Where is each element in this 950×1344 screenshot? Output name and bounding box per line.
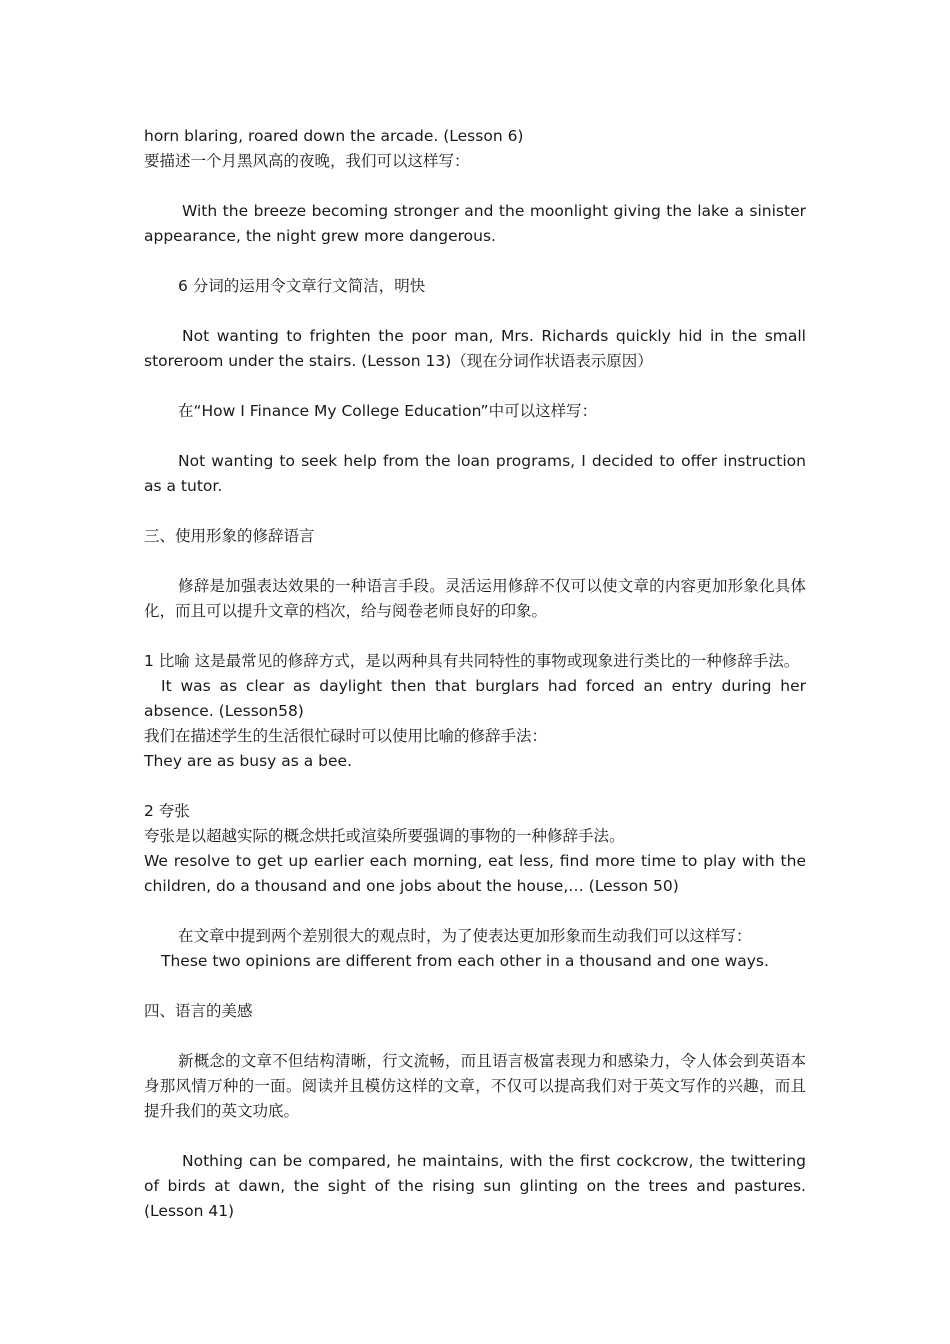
section-subheading: 2 夸张 bbox=[144, 802, 190, 820]
paragraph: They are as busy as a bee. bbox=[144, 752, 353, 770]
paragraph: 在文章中提到两个差别很大的观点时，为了使表达更加形象而生动我们可以这样写： bbox=[178, 927, 752, 945]
paragraph: Not wanting to frighten the poor man, Mrs. Richards quickly hid in the small storeroom under the stairs. (Lesson 13)（现在分词作状语表示原因） bbox=[144, 327, 806, 370]
spacer bbox=[144, 424, 806, 449]
paragraph: 夸张是以超越实际的概念烘托或渲染所要强调的事物的一种修辞手法。 bbox=[144, 827, 625, 845]
spacer bbox=[144, 374, 806, 399]
spacer bbox=[144, 174, 806, 199]
paragraph: Not wanting to seek help from the loan programs, I decided to offer instruction as a tutor. bbox=[144, 452, 806, 495]
paragraph: 在“How I Finance My College Education”中可以这样写： bbox=[178, 402, 598, 420]
spacer bbox=[144, 1124, 806, 1149]
spacer bbox=[144, 974, 806, 999]
spacer bbox=[144, 549, 806, 574]
paragraph: These two opinions are different from each other in a thousand and one ways. bbox=[161, 952, 769, 970]
paragraph: 1 比喻 这是最常见的修辞方式，是以两种具有共同特性的事物或现象进行类比的一种修辞手法。 bbox=[144, 652, 800, 670]
section-subheading: 6 分词的运用令文章行文简洁，明快 bbox=[178, 277, 426, 295]
paragraph: 修辞是加强表达效果的一种语言手段。灵活运用修辞不仅可以使文章的内容更加形象化具体化，而且可以提升文章的档次，给与阅卷老师良好的印象。 bbox=[144, 577, 806, 620]
spacer bbox=[144, 299, 806, 324]
spacer bbox=[144, 249, 806, 274]
paragraph: It was as clear as daylight then that burglars had forced an entry during her absence. (Lesson58) bbox=[144, 677, 806, 720]
paragraph: Nothing can be compared, he maintains, with the first cockcrow, the twittering of birds at dawn, the sight of the rising sun glinting on the trees and pastures. (Lesson 41) bbox=[144, 1152, 806, 1220]
paragraph: 要描述一个月黑风高的夜晚，我们可以这样写： bbox=[144, 152, 470, 170]
document-page bbox=[144, 124, 806, 1224]
section-heading: 三、使用形象的修辞语言 bbox=[144, 527, 315, 545]
paragraph: 我们在描述学生的生活很忙碌时可以使用比喻的修辞手法： bbox=[144, 727, 548, 745]
spacer bbox=[144, 499, 806, 524]
spacer bbox=[144, 624, 806, 649]
spacer bbox=[144, 1024, 806, 1049]
paragraph: We resolve to get up earlier each morning, eat less, find more time to play with the children, do a thousand and one jobs about the house,… (Lesson 50) bbox=[144, 852, 806, 895]
spacer bbox=[144, 899, 806, 924]
spacer bbox=[144, 774, 806, 799]
paragraph: With the breeze becoming stronger and the moonlight giving the lake a sinister appearance, the night grew more dangerous. bbox=[144, 202, 806, 245]
paragraph: 新概念的文章不但结构清晰，行文流畅，而且语言极富表现力和感染力，令人体会到英语本身那风情万种的一面。阅读并且模仿这样的文章，不仅可以提高我们对于英文写作的兴趣，而且提升我们的英文功底。 bbox=[144, 1052, 806, 1120]
section-heading: 四、语言的美感 bbox=[144, 1002, 253, 1020]
paragraph: horn blaring, roared down the arcade. (Lesson 6) bbox=[144, 127, 524, 145]
